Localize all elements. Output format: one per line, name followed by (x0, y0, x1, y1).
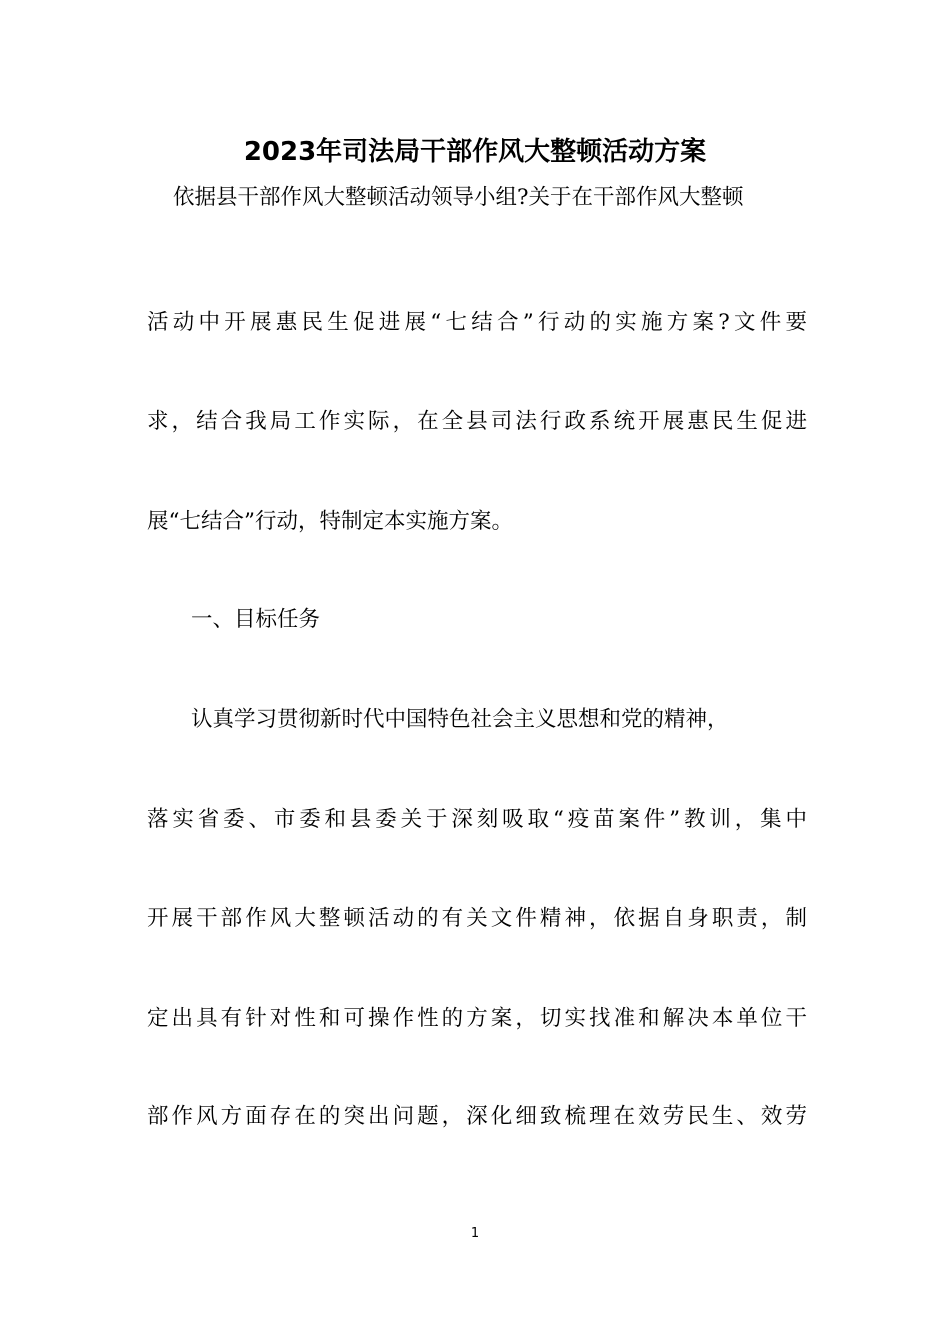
paragraph-goals-line-1: 认真学习贯彻新时代中国特色社会主义思想和党的精神， (191, 707, 729, 732)
page-number: 1 (470, 1226, 480, 1241)
document-title: 2023年司法局干部作风大整顿活动方案 (243, 137, 707, 167)
section-heading-goals: 一、目标任务 (191, 607, 321, 632)
paragraph-goals-line-5: 部作风方面存在的突出问题，深化细致梳理在效劳民生、效劳 (147, 1104, 807, 1129)
paragraph-intro-line-3: 求，结合我局工作实际，在全县司法行政系统开展惠民生促进 (147, 409, 807, 434)
paragraph-goals-line-3: 开展干部作风大整顿活动的有关文件精神，依据自身职责，制 (147, 906, 807, 931)
paragraph-intro-line-1: 依据县干部作风大整顿活动领导小组?关于在干部作风大整顿 (173, 185, 744, 210)
paragraph-goals-line-2: 落实省委、市委和县委关于深刻吸取“疫苗案件”教训，集中 (147, 807, 807, 832)
paragraph-intro-line-2: 活动中开展惠民生促进展“七结合”行动的实施方案?文件要 (147, 310, 807, 335)
paragraph-intro-line-4: 展“七结合”行动，特制定本实施方案。 (147, 509, 513, 534)
paragraph-goals-line-4: 定出具有针对性和可操作性的方案，切实找准和解决本单位干 (147, 1006, 807, 1031)
